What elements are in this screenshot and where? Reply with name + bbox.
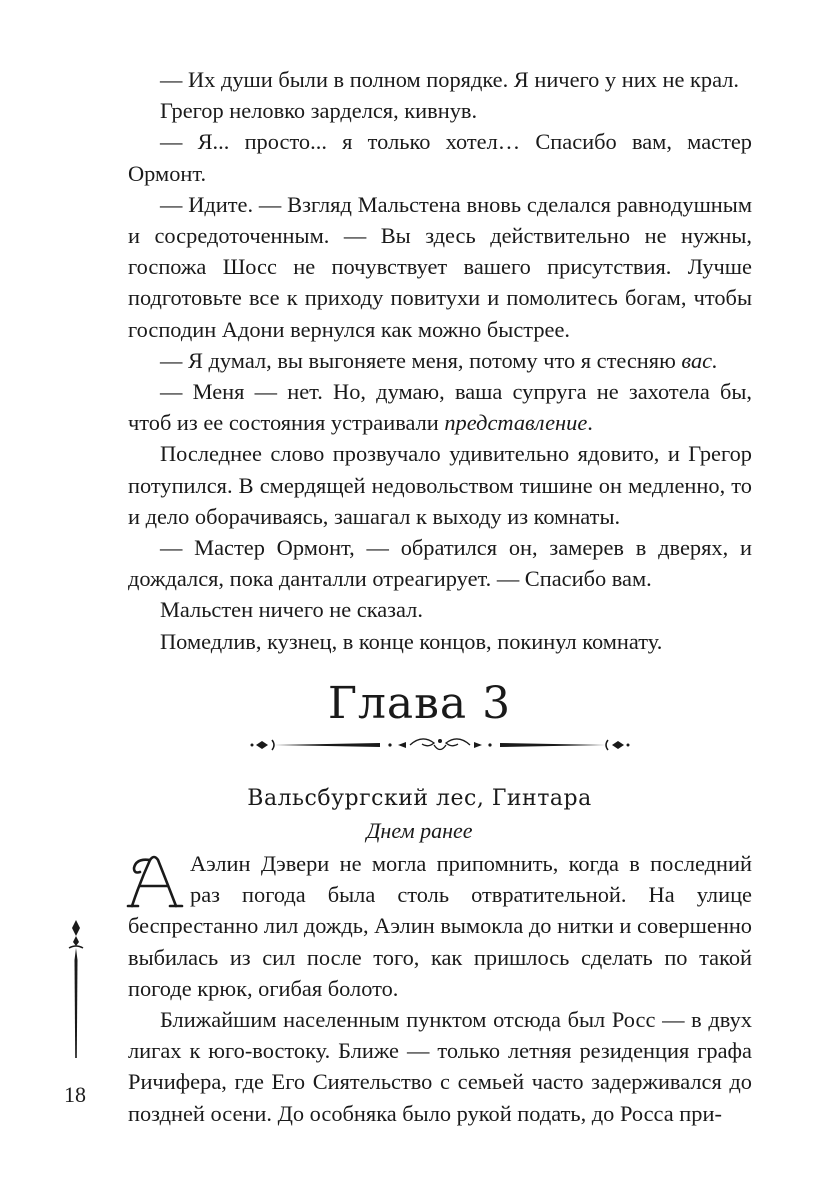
chapter-title: Глава 3 <box>327 678 512 729</box>
paragraph-text: — Меня — нет. Но, думаю, ваша супруга не захотела бы, чтоб из ее состояния устраивали <box>128 379 752 436</box>
chapter-divider-ornament-icon <box>250 732 630 758</box>
side-dagger-ornament-icon <box>66 920 86 1060</box>
paragraph <box>128 345 752 376</box>
page-number: 18 <box>64 1082 86 1107</box>
paragraph: — Их души были в полном порядке. Я ничего у них не крал. <box>160 67 739 92</box>
paragraph: — Я... просто... я только хотел… Спасибо вам, мастер Ормонт. <box>128 129 752 186</box>
chapter-location: Вальсбургский лес, Гинтара <box>247 786 592 811</box>
emphasis-text: вас. <box>681 347 718 373</box>
paragraph <box>128 376 752 438</box>
paragraph: Ближайшим населенным пунктом отсюда был Росс — в двух лигах к юго-востоку. Ближе — только летняя резиденция графа Ричифера, где Его Сиятельство с семьей часто задерживался до поздней осени. До особняка было рукой подать, до Росса при- <box>128 1007 752 1126</box>
paragraph: Грегор неловко зарделся, кивнув. <box>160 98 478 124</box>
paragraph: Мальстен ничего не сказал. <box>160 597 423 623</box>
dropcap-letter-a-icon <box>126 852 184 910</box>
paragraph: Помедлив, кузнец, в конце концов, покинул комнату. <box>160 628 663 654</box>
paragraph: Аэлин Дэвери не могла припомнить, когда в последний раз погода была столь отвратительной. На улице беспрестанно лил дождь, Аэлин вымокла до нитки и совершенно выбилась из сил после того, как пришлось сделать по такой погоде крюк, огибая болото. <box>128 851 752 1001</box>
paragraph-text: — Я думал, вы выгоняете меня, потому что я стесняю <box>160 347 682 373</box>
top-text-block <box>128 64 752 657</box>
paragraph: Последнее слово прозвучало удивительно ядовито, и Грегор потупился. В смердящей недовольством тишине он медленно, то и дело оборачиваясь, зашагал к выходу из комнаты. <box>128 441 752 529</box>
emphasis-text: представление <box>444 410 588 436</box>
chapter-time-note: Днем ранее <box>366 818 473 843</box>
paragraph: — Мастер Ормонт, — обратился он, замерев в дверях, и дождался, пока данталли отреагирует. — Спасибо вам. <box>128 535 752 592</box>
bottom-text-block <box>128 848 752 1129</box>
paragraph-text: . <box>587 410 593 436</box>
paragraph: — Идите. — Взгляд Мальстена вновь сделался равнодушным и сосредоточенным. — Вы здесь действительно не нужны, госпожа Шосс не почувствует вашего присутствия. Лучше подготовьте все к приходу повитухи и помолитесь богам, чтобы господин Адони вернулся как можно быстрее. <box>128 191 752 342</box>
